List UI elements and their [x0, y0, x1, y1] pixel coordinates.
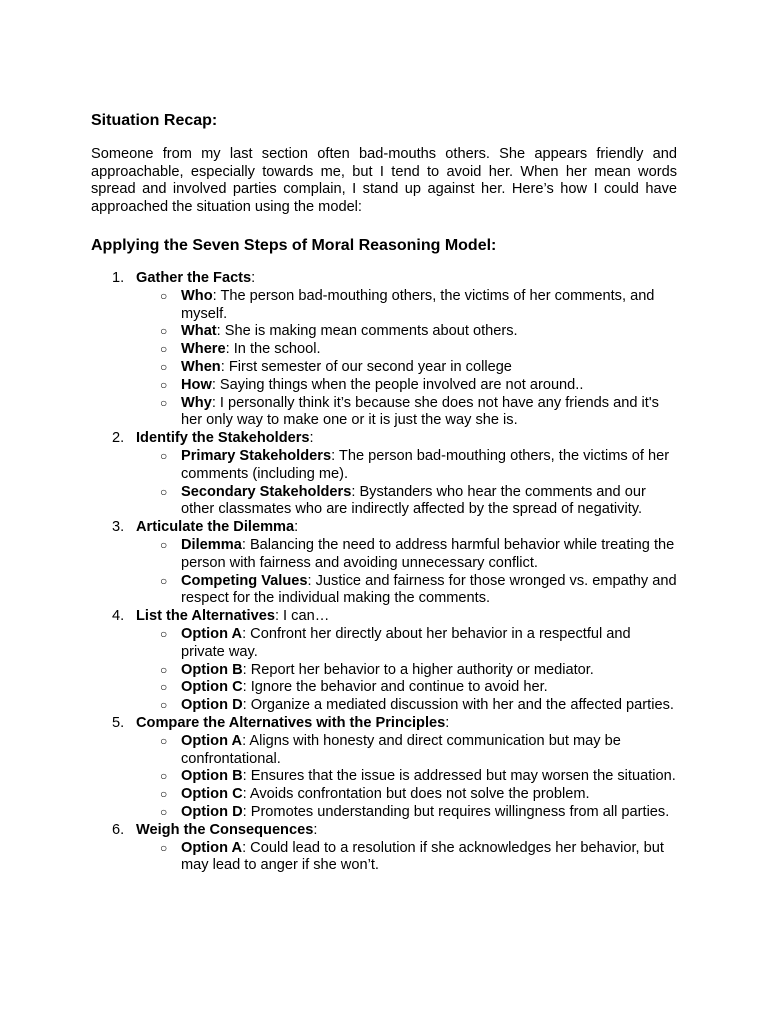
item-label: How: [181, 376, 212, 393]
step-6: [0, 822, 768, 875]
item-label: When: [181, 358, 221, 375]
step-number: 1.: [112, 270, 125, 286]
list-item: [0, 804, 678, 822]
item-text: : Organize a mediated discussion with her and the affected parties.: [242, 697, 674, 714]
item-label: Competing Values: [181, 572, 308, 589]
step-title: Articulate the Dilemma: [136, 519, 295, 536]
hollow-circle-bullet-icon: ○: [160, 377, 168, 392]
hollow-circle-bullet-icon: ○: [160, 484, 168, 499]
item-text: : In the school.: [225, 341, 321, 358]
item-label: Option C: [181, 786, 243, 803]
list-item: [0, 359, 678, 377]
item-label: Option C: [181, 679, 243, 696]
step-title: Gather the Facts: [136, 270, 252, 286]
list-item: [0, 323, 678, 341]
list-item: [0, 537, 678, 573]
list-item: [0, 786, 678, 804]
hollow-circle-bullet-icon: ○: [160, 626, 168, 641]
step-suffix: : I can…: [274, 608, 330, 625]
list-item: [0, 395, 678, 431]
item-label: What: [181, 323, 217, 340]
item-label: Option B: [181, 661, 243, 678]
step-title: Weigh the Consequences: [136, 821, 314, 838]
item-text: : Could lead to a resolution if she acknowledges her behavior, but may lead to anger if she won’t.: [181, 839, 664, 874]
list-item: [0, 697, 678, 715]
hollow-circle-bullet-icon: ○: [160, 448, 168, 463]
item-text: : The person bad-mouthing others, the victims of her comments, and myself.: [181, 287, 655, 322]
list-item: [0, 626, 678, 662]
step-suffix: :: [313, 821, 318, 838]
step-3: [0, 519, 768, 608]
item-label: Option A: [181, 732, 243, 749]
item-label: Primary Stakeholders: [181, 447, 332, 464]
hollow-circle-bullet-icon: ○: [160, 359, 168, 374]
item-text: : Confront her directly about her behavior in a respectful and private way.: [181, 625, 631, 660]
item-text: : Ensures that the issue is addressed but may worsen the situation.: [242, 768, 676, 785]
item-text: : Report her behavior to a higher authority or mediator.: [242, 661, 594, 678]
step-number: 2.: [112, 430, 125, 447]
step-suffix: :: [309, 430, 314, 447]
list-item: [0, 341, 678, 359]
step-2-items: [0, 448, 768, 519]
list-item: [0, 768, 678, 786]
item-label: Who: [181, 287, 213, 304]
list-item: [0, 377, 678, 395]
item-text: : Promotes understanding but requires willingness from all parties.: [242, 803, 670, 820]
step-1: [0, 270, 768, 430]
step-5: [0, 715, 768, 822]
list-item: [0, 448, 678, 484]
hollow-circle-bullet-icon: ○: [160, 698, 168, 713]
section-heading-model: Applying the Seven Steps of Moral Reasoning Model:: [91, 237, 497, 254]
step-5-items: [0, 733, 768, 822]
step-title: Compare the Alternatives with the Principles: [136, 714, 446, 731]
item-text: : Saying things when the people involved are not around..: [211, 376, 584, 393]
item-label: Where: [181, 341, 226, 358]
item-text: : Justice and fairness for those wronged vs. empathy and respect for the individual making the comments.: [181, 572, 677, 607]
step-1-items: [0, 288, 768, 430]
list-item: [0, 288, 678, 324]
hollow-circle-bullet-icon: ○: [160, 733, 168, 748]
item-text: : The person bad-mouthing others, the victims of her comments (including me).: [181, 447, 670, 482]
hollow-circle-bullet-icon: ○: [160, 787, 168, 802]
step-number: 6.: [112, 821, 125, 838]
item-text: : Avoids confrontation but does not solve the problem.: [242, 786, 590, 803]
step-suffix: :: [294, 519, 299, 536]
step-title: Identify the Stakeholders: [136, 430, 310, 447]
item-label: Option A: [181, 839, 243, 856]
item-label: Option D: [181, 697, 243, 714]
item-text: : First semester of our second year in college: [220, 358, 512, 375]
list-item: [0, 662, 678, 680]
hollow-circle-bullet-icon: ○: [160, 662, 168, 677]
step-suffix: :: [251, 270, 256, 286]
step-4: [0, 608, 768, 715]
item-label: Option A: [181, 625, 243, 642]
hollow-circle-bullet-icon: ○: [160, 573, 168, 588]
step-3-items: [0, 537, 768, 608]
list-item: [0, 573, 678, 609]
list-item: [0, 484, 678, 520]
steps-list: [0, 270, 768, 875]
section-heading-recap: Situation Recap:: [91, 112, 218, 129]
step-title: List the Alternatives: [136, 608, 275, 625]
list-item: [0, 679, 678, 697]
item-label: Secondary Stakeholders: [181, 483, 352, 500]
item-text: : She is making mean comments about others.: [216, 323, 518, 340]
step-2: [0, 430, 768, 519]
list-item: [0, 733, 678, 769]
hollow-circle-bullet-icon: ○: [160, 288, 168, 303]
item-text: : Balancing the need to address harmful behavior while treating the person with fairness and avoiding unnecessary conflict.: [181, 536, 675, 571]
hollow-circle-bullet-icon: ○: [160, 680, 168, 695]
hollow-circle-bullet-icon: ○: [160, 769, 168, 784]
item-text: : I personally think it’s because she does not have any friends and it's her only way to make one or it is just the way she is.: [181, 394, 659, 429]
item-label: Option D: [181, 803, 243, 820]
item-label: Option B: [181, 768, 243, 785]
hollow-circle-bullet-icon: ○: [160, 537, 168, 552]
step-number: 3.: [112, 519, 125, 536]
hollow-circle-bullet-icon: ○: [160, 342, 168, 357]
hollow-circle-bullet-icon: ○: [160, 804, 168, 819]
item-label: Why: [181, 394, 212, 411]
hollow-circle-bullet-icon: ○: [160, 840, 168, 855]
step-number: 4.: [112, 608, 125, 625]
step-suffix: :: [445, 714, 450, 731]
step-6-items: [0, 840, 768, 876]
list-item: [0, 840, 678, 876]
hollow-circle-bullet-icon: ○: [160, 324, 168, 339]
item-text: : Aligns with honesty and direct communication but may be confrontational.: [181, 732, 621, 767]
recap-paragraph: Someone from my last section often bad-mouths others. She appears friendly and approachable, especially towards me, but I tend to avoid her. When her mean words spread and involved parties complain, I stand up against her. Here’s how I could have approached the situation using the model:: [91, 146, 677, 215]
item-text: : Ignore the behavior and continue to avoid her.: [242, 679, 548, 696]
hollow-circle-bullet-icon: ○: [160, 395, 168, 410]
step-4-items: [0, 626, 768, 715]
item-label: Dilemma: [181, 536, 242, 553]
item-text: : Bystanders who hear the comments and our other classmates who are indirectly affected by the spread of negativity.: [181, 483, 646, 518]
step-number: 5.: [112, 714, 125, 731]
